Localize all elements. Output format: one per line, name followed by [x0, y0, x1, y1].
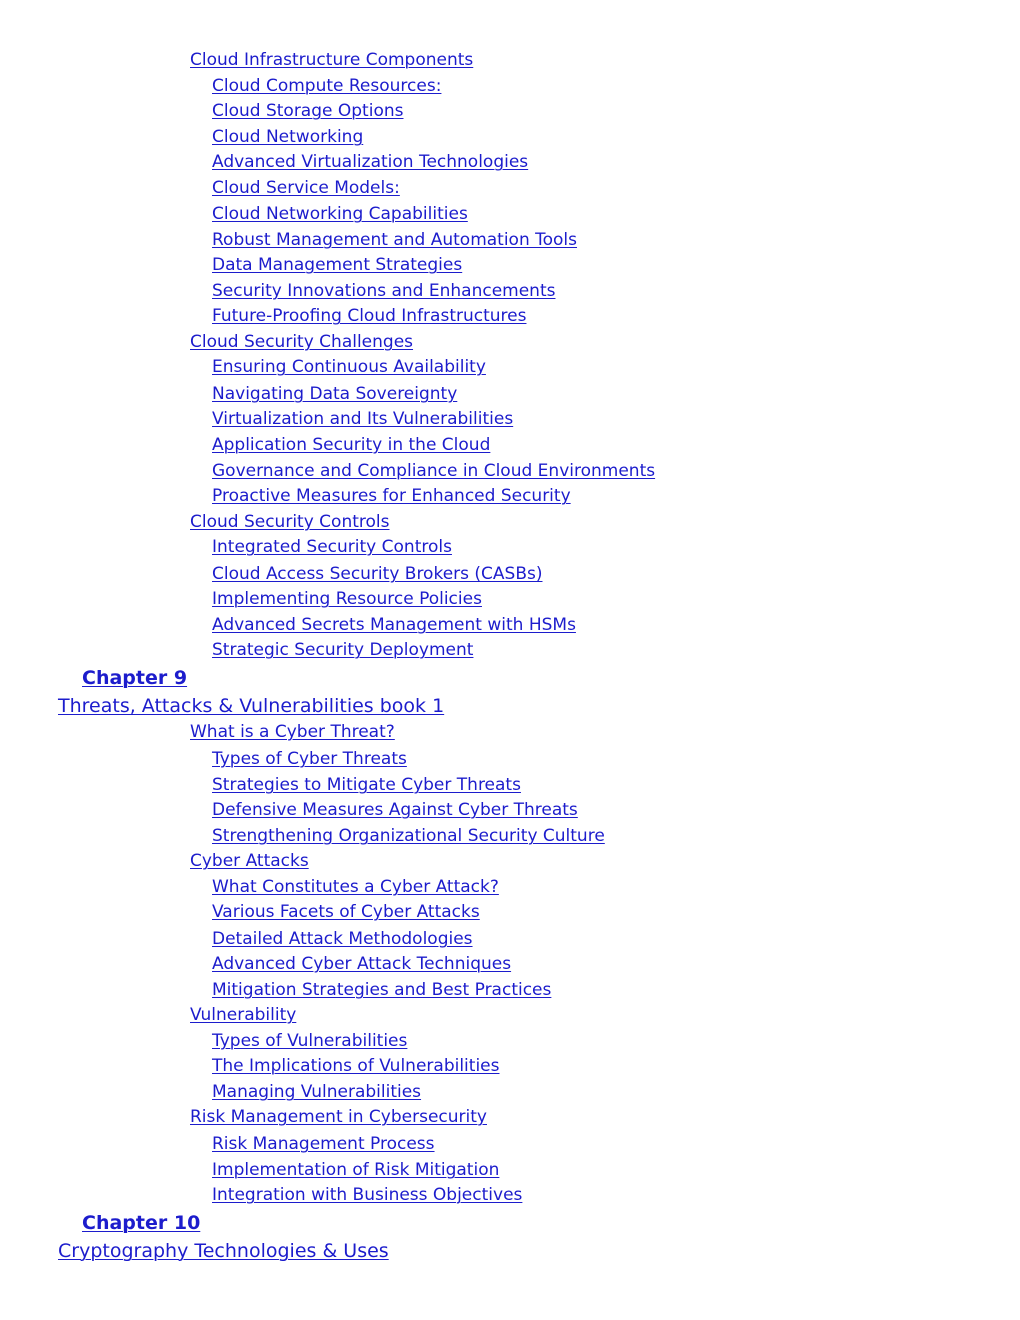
toc-section-link[interactable]: Cyber Attacks	[190, 851, 309, 871]
toc-subsection-link[interactable]: Robust Management and Automation Tools	[212, 230, 578, 250]
toc-subsection-link[interactable]: Advanced Cyber Attack Techniques	[212, 954, 512, 974]
chapter-10-link[interactable]: Chapter 10	[82, 1212, 201, 1234]
toc-section-link[interactable]: Vulnerability	[190, 1005, 297, 1025]
toc-subsection-link[interactable]: Various Facets of Cyber Attacks	[212, 902, 480, 922]
toc-subsection-link[interactable]: Implementation of Risk Mitigation	[212, 1160, 500, 1180]
toc-subsection-link[interactable]: Advanced Virtualization Technologies	[212, 152, 529, 172]
toc-subsection-link[interactable]: Risk Management Process	[212, 1134, 435, 1154]
toc-subsection-link[interactable]: Cloud Compute Resources:	[212, 76, 442, 96]
toc-subsection-link[interactable]: Detailed Attack Methodologies	[212, 929, 473, 949]
toc-subsection-link[interactable]: Types of Cyber Threats	[212, 749, 407, 769]
toc-subsection-link[interactable]: Proactive Measures for Enhanced Security	[212, 486, 571, 506]
toc-subsection-link[interactable]: Managing Vulnerabilities	[212, 1082, 422, 1102]
toc-subsection-link[interactable]: Defensive Measures Against Cyber Threats	[212, 800, 578, 820]
toc-subsection-link[interactable]: Advanced Secrets Management with HSMs	[212, 615, 576, 635]
toc-subsection-link[interactable]: Governance and Compliance in Cloud Environments	[212, 461, 656, 481]
toc-subsection-link[interactable]: Application Security in the Cloud	[212, 435, 491, 455]
toc-section-link[interactable]: Cloud Security Controls	[190, 512, 390, 532]
chapter-9-link[interactable]: Chapter 9	[82, 667, 188, 689]
toc-subsection-link[interactable]: Security Innovations and Enhancements	[212, 281, 556, 301]
toc-subsection-link[interactable]: Cloud Service Models:	[212, 178, 400, 198]
toc-subsection-link[interactable]: Navigating Data Sovereignty	[212, 384, 458, 404]
toc-subsection-link[interactable]: Strategic Security Deployment	[212, 640, 474, 660]
toc-subsection-link[interactable]: Virtualization and Its Vulnerabilities	[212, 409, 514, 429]
toc-subsection-link[interactable]: The Implications of Vulnerabilities	[212, 1056, 500, 1076]
toc-subsection-link[interactable]: Future-Proofing Cloud Infrastructures	[212, 306, 527, 326]
toc-subsection-link[interactable]: Cloud Networking Capabilities	[212, 204, 468, 224]
toc-subsection-link[interactable]: Ensuring Continuous Availability	[212, 357, 486, 377]
toc-section-link[interactable]: Cloud Security Challenges	[190, 332, 414, 352]
toc-subsection-link[interactable]: Strategies to Mitigate Cyber Threats	[212, 775, 521, 795]
toc-subsection-link[interactable]: What Constitutes a Cyber Attack?	[212, 877, 499, 897]
toc-section-link[interactable]: What is a Cyber Threat?	[190, 722, 395, 742]
toc-subsection-link[interactable]: Mitigation Strategies and Best Practices	[212, 980, 552, 1000]
chapter-9-title-link[interactable]: Threats, Attacks & Vulnerabilities book 1	[58, 695, 445, 717]
chapter-10-title-link[interactable]: Cryptography Technologies & Uses	[58, 1240, 389, 1262]
toc-subsection-link[interactable]: Cloud Access Security Brokers (CASBs)	[212, 564, 543, 584]
toc-subsection-link[interactable]: Integration with Business Objectives	[212, 1185, 523, 1205]
toc-subsection-link[interactable]: Implementing Resource Policies	[212, 589, 482, 609]
toc-subsection-link[interactable]: Data Management Strategies	[212, 255, 463, 275]
toc-section-link[interactable]: Cloud Infrastructure Components	[190, 50, 474, 70]
toc-section-link[interactable]: Risk Management in Cybersecurity	[190, 1107, 487, 1127]
toc-subsection-link[interactable]: Cloud Networking	[212, 127, 364, 147]
toc-subsection-link[interactable]: Types of Vulnerabilities	[212, 1031, 408, 1051]
toc-subsection-link[interactable]: Integrated Security Controls	[212, 537, 452, 557]
toc-subsection-link[interactable]: Strengthening Organizational Security Culture	[212, 826, 605, 846]
toc-subsection-link[interactable]: Cloud Storage Options	[212, 101, 404, 121]
